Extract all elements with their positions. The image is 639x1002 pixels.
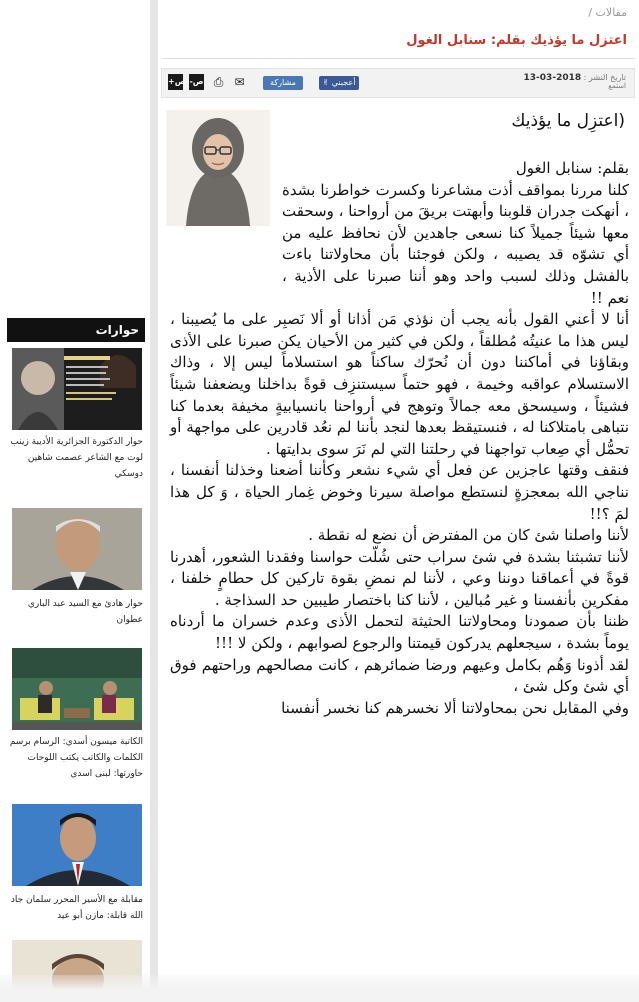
interview-thumbnail[interactable] bbox=[12, 508, 142, 590]
sidebar-item[interactable] bbox=[7, 800, 145, 940]
font-decrease-button[interactable]: -ص bbox=[189, 74, 204, 90]
divider bbox=[162, 58, 635, 59]
article-toolbar bbox=[161, 68, 635, 98]
interview-thumbnail[interactable] bbox=[12, 348, 142, 430]
share-button[interactable]: مشاركة bbox=[263, 76, 303, 90]
sidebar-item-caption[interactable]: حوار الدكتورة الجزائرية الأديبة زينب لوت مع الشاعر عصمت شاهين دوسكي bbox=[10, 437, 143, 479]
article-paragraph: لقد أذونا وَهُم بكامل وعيهم ورضا ضمائرهم ، كانت مصالحهم وراحتهم فوق أي شئ وكل شئ ، bbox=[170, 655, 629, 696]
font-increase-button[interactable]: +ص bbox=[168, 74, 183, 90]
publish-date bbox=[524, 73, 627, 90]
sidebar-list bbox=[7, 342, 145, 1000]
interview-thumbnail-image bbox=[12, 348, 142, 430]
sidebar-item-caption[interactable]: حوار هادئ مع السيد عبد الباري عطوان bbox=[27, 599, 143, 625]
article-column bbox=[158, 0, 639, 1002]
sidebar-item-caption[interactable]: مقابلة مع الأسير المحرر سلمان جاد الله قابلة: مازن أبو عيد bbox=[10, 895, 143, 921]
sidebar-item[interactable] bbox=[7, 508, 145, 646]
bottom-fade bbox=[0, 975, 639, 1002]
sidebar-item[interactable] bbox=[7, 342, 145, 508]
listen-label[interactable]: استمع bbox=[608, 82, 626, 90]
email-icon[interactable]: ✉ bbox=[234, 75, 245, 89]
article-headline: (اعتزِل ما يؤذيك bbox=[511, 111, 625, 131]
article-body bbox=[170, 158, 629, 719]
breadcrumb[interactable]: مقالات / bbox=[588, 6, 627, 19]
interview-thumbnail-image bbox=[12, 804, 142, 886]
sidebar-item-caption[interactable]: الكاتبة ميسون أسدي: الرسام برسم الكلمات والكاتب يكتب اللوحات حاورتها: لبنى اسدي bbox=[9, 737, 143, 779]
column-gutter bbox=[150, 0, 158, 1002]
article-paragraph: كلنا مررنا بمواقف أذت مشاعرنا وكسرت خواطرنا بشدة ، أنهكت جدران قلوبنا وأبهتت بريقَ من أرواحنا ، وسحقت معها شيئاً جميلاً كنا نسعى جاهدين لأن نحافظ عليه من أي تشوّه قد يصيبه ، ولكن فوجئنا بأن محاولاتنا باءت بالفشل وذلك لسبب واحد وهو أننا صبرنا على الأذية ، نعم !! bbox=[282, 180, 629, 307]
publish-date-label: تاريخ النشر : bbox=[583, 73, 626, 82]
like-label: أعجبني bbox=[331, 78, 356, 87]
article-title[interactable]: اعتزل ما يؤذيك بقلم: سنابل الغول bbox=[406, 33, 627, 48]
interview-thumbnail[interactable] bbox=[12, 648, 142, 730]
article-byline: بقلم: سنابل الغول bbox=[515, 159, 629, 177]
interview-thumbnail[interactable] bbox=[12, 804, 142, 886]
article-paragraph: فنقف وقتها عاجزين عن فعل أي شيء نشعر وكأننا أضعنا وخذلنا أنفسنا ، نناجي الله بمعجزةٍ لنستطع مواصلة سيرنا وخوض غِمار الحياة ، وَ كل هذا لمَ ؟!! bbox=[170, 461, 629, 523]
ad-space bbox=[0, 0, 150, 312]
article-paragraph: ظننا بأن صمودنا ومحاولاتنا الحثيثة لتحمل الأذى وعدم خسران ما أردناه يوماً بشدة ، سيجعلهم يدركون قيمتنا والرجوع لصوابهم ، ولكن لا !!! bbox=[170, 612, 629, 653]
article-paragraph: لأننا تشبثنا بشدة في شئ سراب حتى شُلّت حواسنا وفقدنا الشعور، أهدرنا قوةً في أعماقنا دوننا وعي ، لأننا لم نمضِ بقوة تاركين كل حطامٍ خلفنا ، مفكرين بأنفسنا و غير مُبالين ، لأننا كنا باختصار طيبين حد السذاجة . bbox=[170, 547, 629, 609]
article-paragraph: وفي المقابل نحن بمحاولاتنا ألا نخسرهم كنا نخسر أنفسنا bbox=[281, 698, 629, 717]
left-column bbox=[0, 0, 150, 1002]
interview-thumbnail-image bbox=[12, 508, 142, 590]
article-paragraph: لأننا واصلنا شئ كان من المفترض أن نضع له نقطة . bbox=[308, 526, 629, 545]
article-paragraph: أنا لا أعني القول بأنه يجب أن نؤذي مَن أذانا أو ألا نَصبِر على ما يُصيبنا ، ليس هذا ما عنيتُه مُطلقاً ، ولكن في كثير من الأحيان يكن صبرنا على الأذى وبقاؤنا في أماكننا دون أن نُحرّك ساكناً هو استسلاماً ليس إلا ، وذاك الاستسلام عواقبه وخيمة ، فهو حتماً سيستنزِف قوةً بداخلنا ويضعفنا شيئاً فشيئاً ، وسيسحق معه جمالاً وتوهج في أرواحنا بانسيابيةٍ مخيفة بعدما كنا نتباهى بامتلاكنا له ، فنستيقظ بعدها لنجد بأننا لم نعُد قادرين على مواجهة أو تحمُّل أي صِعاب تواجهنا في رحلتنا التي لم نَرَ سوى بدايتها . bbox=[170, 310, 629, 458]
sidebar-item[interactable] bbox=[7, 646, 145, 800]
interview-thumbnail-image bbox=[12, 648, 142, 730]
thumbs-up-icon: ✌ bbox=[322, 78, 330, 87]
publish-date-value: 2018-03-13 bbox=[523, 73, 582, 83]
print-icon[interactable]: ⎙ bbox=[213, 75, 224, 89]
sidebar-header[interactable]: حوارات bbox=[7, 318, 145, 342]
like-button[interactable] bbox=[319, 76, 359, 90]
